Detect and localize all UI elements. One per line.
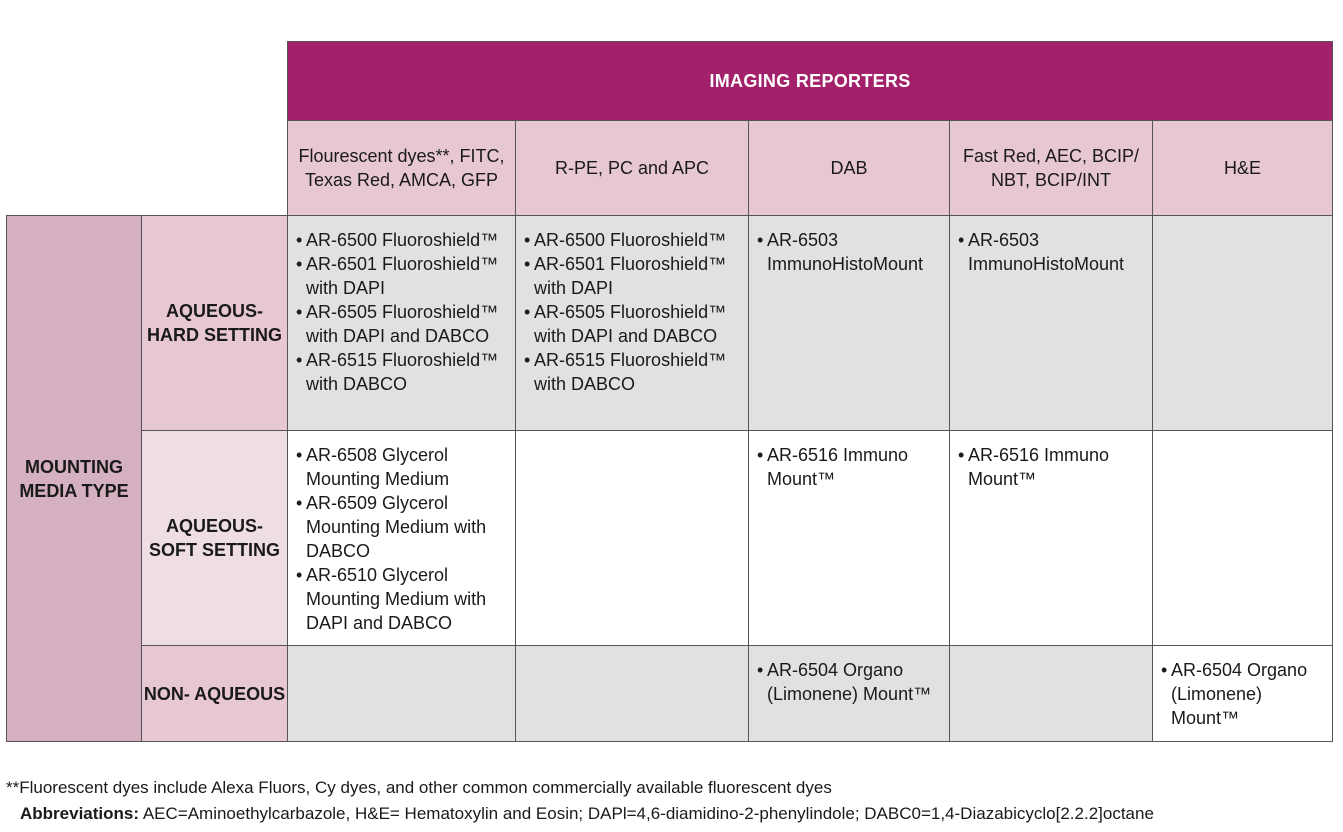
item-list [288, 431, 515, 635]
item-list [1153, 646, 1332, 730]
cell [1153, 216, 1333, 431]
footnote: **Fluorescent dyes include Alexa Fluors, Cy dyes, and other common commercially available fluorescent dyes [6, 778, 832, 797]
item-list [950, 646, 1152, 658]
item-list [516, 216, 748, 396]
column-header-fluorescent: Flourescent dyes**, FITC, Texas Red, AMCA, GFP [288, 121, 516, 216]
list-item: • AR-6504 Organo (Limonene) Mount™ [1161, 658, 1326, 730]
cell [749, 216, 950, 431]
item-list [1153, 431, 1332, 443]
list-item: • AR-6516 Immuno Mount™ [757, 443, 943, 491]
list-item: • AR-6501 Fluoroshield™ with DAPI [524, 252, 742, 300]
list-item: • AR-6503 ImmunoHistoMount [958, 228, 1146, 276]
cell [950, 431, 1153, 646]
item-list [749, 216, 949, 276]
row-header-aqueous-hard: AQUEOUS- HARD SETTING [142, 216, 288, 431]
item-list [288, 216, 515, 396]
list-item: • AR-6500 Fluoroshield™ [296, 228, 509, 252]
row-header-non-aqueous: NON- AQUEOUS [142, 646, 288, 742]
mounting-media-table [6, 41, 1333, 742]
column-header-dab: DAB [749, 121, 950, 216]
abbreviations-line [20, 804, 1154, 824]
corner-blank-2 [7, 121, 288, 216]
list-item: • AR-6510 Glycerol Mounting Medium with DAPI and DABCO [296, 563, 509, 635]
list-item: • AR-6504 Organo (Limonene) Mount™ [757, 658, 943, 706]
column-header-rpe: R-PE, PC and APC [516, 121, 749, 216]
abbreviations-text: AEC=Aminoethylcarbazole, H&E= Hematoxylin and Eosin; DAPl=4,6-diamidino-2-phenylindole; DABC0=1,4-Diazabicyclo[2.2.2]octane [139, 804, 1154, 823]
item-list [516, 431, 748, 443]
cell [288, 216, 516, 431]
item-list [1153, 216, 1332, 228]
cell [288, 646, 516, 742]
cell [749, 431, 950, 646]
abbreviations-label: Abbreviations: [20, 804, 140, 823]
cell [1153, 431, 1333, 646]
table-row [7, 431, 1333, 646]
row-header-aqueous-soft: AQUEOUS- SOFT SETTING [142, 431, 288, 646]
list-item: • AR-6505 Fluoroshield™ with DAPI and DABCO [524, 300, 742, 348]
mounting-media-type-label: MOUNTING MEDIA TYPE [7, 216, 142, 742]
list-item: • AR-6501 Fluoroshield™ with DAPI [296, 252, 509, 300]
list-item: • AR-6515 Fluoroshield™ with DABCO [296, 348, 509, 396]
imaging-reporters-banner: IMAGING REPORTERS [288, 42, 1333, 121]
item-list [288, 646, 515, 658]
list-item: • AR-6500 Fluoroshield™ [524, 228, 742, 252]
cell [950, 646, 1153, 742]
table-row [7, 216, 1333, 431]
list-item: • AR-6515 Fluoroshield™ with DABCO [524, 348, 742, 396]
cell [516, 646, 749, 742]
column-header-he: H&E [1153, 121, 1333, 216]
cell [288, 431, 516, 646]
corner-blank [7, 42, 288, 121]
cell [516, 431, 749, 646]
item-list [950, 216, 1152, 276]
item-list [749, 646, 949, 706]
cell [516, 216, 749, 431]
item-list [749, 431, 949, 491]
list-item: • AR-6508 Glycerol Mounting Medium [296, 443, 509, 491]
list-item: • AR-6503 ImmunoHistoMount [757, 228, 943, 276]
cell [1153, 646, 1333, 742]
cell [950, 216, 1153, 431]
column-header-fastred: Fast Red, AEC, BCIP/ NBT, BCIP/INT [950, 121, 1153, 216]
list-item: • AR-6505 Fluoroshield™ with DAPI and DABCO [296, 300, 509, 348]
table-row [7, 646, 1333, 742]
cell [749, 646, 950, 742]
item-list [516, 646, 748, 658]
list-item: • AR-6509 Glycerol Mounting Medium with DABCO [296, 491, 509, 563]
item-list [950, 431, 1152, 491]
list-item: • AR-6516 Immuno Mount™ [958, 443, 1146, 491]
